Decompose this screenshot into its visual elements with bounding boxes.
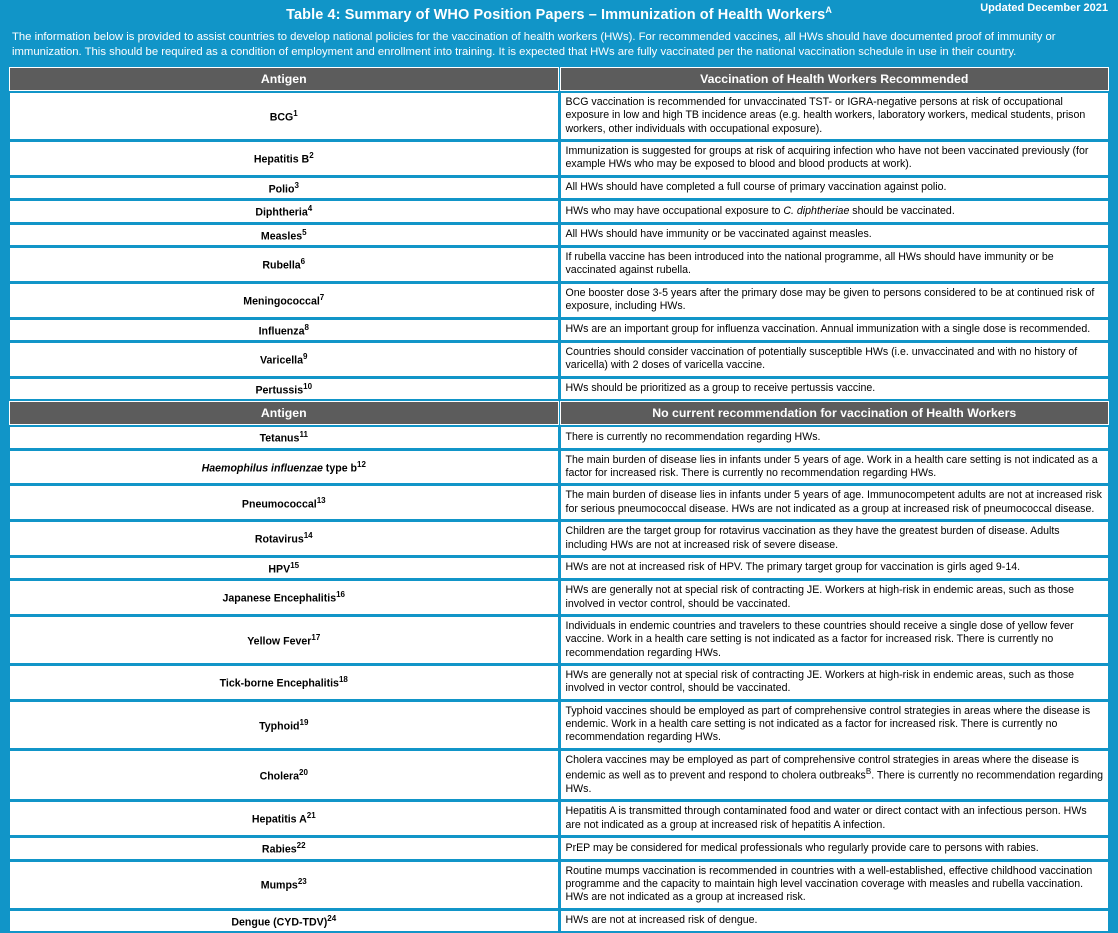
table-row [9, 616, 1109, 664]
antigen-label: Typhoid [259, 720, 300, 733]
recommendation-cell: Individuals in endemic countries and travelers to these countries should receive a single dose of yellow fever vaccine. Work in a health care setting is not indicated as a factor for increased risk. There is currently no recommendation regarding HWs. [560, 616, 1110, 664]
table-row [9, 701, 1109, 749]
antigen-label: Japanese Encephalitis [222, 592, 337, 605]
recommendation-cell: BCG vaccination is recommended for unvaccinated TST- or IGRA-negative persons at risk of occupational exposure in low and high TB incidence areas (e.g. health workers, laboratory workers, medical students, prison workers, other individuals with occupational exposure). [560, 92, 1110, 140]
antigen-cell [9, 521, 559, 556]
antigen-label: Pneumococcal [241, 498, 317, 511]
page-title-footnote-marker: A [825, 5, 832, 15]
antigen-label: BCG [269, 111, 294, 124]
table-row [9, 837, 1109, 860]
antigen-cell [9, 837, 559, 860]
recommendation-cell: Cholera vaccines may be employed as part of comprehensive control strategies in areas where the disease is endemic as well as to prevent and respond to cholera outbreaks$^B$. There is currently no recommendation regarding HWs. [560, 750, 1110, 801]
column-header-recommendation: Vaccination of Health Workers Recommended [560, 67, 1110, 91]
antigen-label: Yellow Fever [247, 635, 312, 648]
antigen-footnote-marker: 14 [303, 531, 313, 541]
recommendation-cell: HWs are an important group for influenza vaccination. Annual immunization with a single dose is recommended. [560, 319, 1110, 342]
table-row [9, 801, 1109, 836]
column-header-antigen: Antigen [9, 67, 559, 91]
antigen-label: Measles [260, 230, 303, 243]
antigen-label: Pertussis [255, 384, 304, 397]
recommendation-cell: HWs are generally not at special risk of contracting JE. Workers at high-risk in endemic areas, such as those involved in vector control, should be vaccinated. [560, 665, 1110, 700]
antigen-cell [9, 141, 559, 176]
table-row [9, 557, 1109, 580]
section-header-row [9, 67, 1109, 91]
updated-date: Updated December 2021 [980, 2, 1108, 14]
antigen-cell [9, 580, 559, 615]
table-row [9, 485, 1109, 520]
antigen-cell [9, 665, 559, 700]
antigen-cell [9, 910, 559, 933]
antigen-label: Hepatitis B [253, 153, 310, 166]
antigen-label: Tick-borne Encephalitis [219, 677, 339, 690]
table-row [9, 580, 1109, 615]
table-row [9, 378, 1109, 401]
antigen-label: Tetanus [259, 432, 300, 445]
table-row [9, 450, 1109, 485]
antigen-footnote-marker: 13 [316, 495, 326, 505]
table-row [9, 319, 1109, 342]
antigen-footnote-marker: 17 [311, 632, 321, 642]
table-row [9, 247, 1109, 282]
recommendation-cell: HWs who may have occupational exposure to C. diphtheriae should be vaccinated. [560, 200, 1110, 223]
antigen-footnote-marker: 19 [299, 717, 309, 727]
recommendation-cell: All HWs should have completed a full course of primary vaccination against polio. [560, 177, 1110, 200]
antigen-label: Cholera [259, 770, 300, 783]
antigen-footnote-marker: 11 [299, 430, 308, 440]
antigen-label: Dengue (CYD-TDV) [231, 916, 328, 929]
table-row [9, 665, 1109, 700]
antigen-label: Rubella [262, 259, 301, 272]
antigen-footnote-marker: 4 [307, 204, 313, 214]
recommendation-cell: Countries should consider vaccination of potentially susceptible HWs (i.e. unvaccinated and with no history of varicella) with 2 doses of varicella vaccine. [560, 342, 1110, 377]
antigen-cell [9, 861, 559, 909]
antigen-label: Rotavirus [254, 533, 304, 546]
document-header [8, 0, 1110, 26]
table-row [9, 426, 1109, 449]
page-title [8, 0, 1110, 23]
antigen-footnote-marker: 21 [306, 811, 316, 821]
table-row [9, 141, 1109, 176]
antigen-cell [9, 224, 559, 247]
recommendation-cell: Hepatitis A is transmitted through contaminated food and water or direct contact with an infectious person. HWs are not indicated as a group at increased risk of hepatitis A infection. [560, 801, 1110, 836]
column-header-recommendation: No current recommendation for vaccination of Health Workers [560, 401, 1110, 425]
who-position-papers-table [8, 66, 1110, 933]
antigen-footnote-marker: 15 [290, 560, 300, 570]
antigen-cell [9, 616, 559, 664]
antigen-label: Diphtheria [255, 206, 308, 219]
antigen-cell [9, 557, 559, 580]
antigen-footnote-marker: 20 [299, 767, 308, 777]
table-row [9, 521, 1109, 556]
antigen-label: Mumps [260, 879, 298, 892]
antigen-cell [9, 485, 559, 520]
antigen-cell: Haemophilus influenzae type $b^{12}$ [9, 450, 559, 485]
antigen-footnote-marker: 16 [336, 590, 346, 600]
recommendation-cell: All HWs should have immunity or be vaccinated against measles. [560, 224, 1110, 247]
recommendation-cell: HWs are not at increased risk of dengue. [560, 910, 1110, 933]
recommendation-cell: Typhoid vaccines should be employed as part of comprehensive control strategies in areas where the disease is endemic. Work in a health care setting is not indicated as a factor for increased risk. There is currently no recommendation regarding HWs. [560, 701, 1110, 749]
recommendation-cell: If rubella vaccine has been introduced into the national programme, all HWs should have immunity or be vaccinated against rubella. [560, 247, 1110, 282]
antigen-cell [9, 319, 559, 342]
antigen-cell [9, 801, 559, 836]
antigen-label: Varicella [260, 354, 304, 367]
antigen-footnote-marker: 6 [300, 257, 306, 267]
antigen-cell [9, 701, 559, 749]
antigen-cell [9, 750, 559, 801]
intro-paragraph: The information below is provided to assist countries to develop national policies for the vaccination of health workers (HWs). For recommended vaccines, all HWs should have documented proof of immunity or immunization. This should be required as a condition of employment and enrollment into training. It is expected that HWs are fully vaccinated per the national vaccination schedule in use in their country. [12, 31, 1056, 58]
antigen-footnote-marker: 1 [293, 108, 298, 118]
antigen-cell [9, 247, 559, 282]
recommendation-cell: The main burden of disease lies in infants under 5 years of age. Immunocompetent adults are not at increased risk for serious pneumococcal disease. HWs are not indicated as a group at increased risk of pneumococcal disease. [560, 485, 1110, 520]
antigen-cell [9, 426, 559, 449]
recommendation-cell: HWs are not at increased risk of HPV. The primary target group for vaccination is girls aged 9-14. [560, 557, 1110, 580]
recommendation-cell: HWs are generally not at special risk of contracting JE. Workers at high-risk in endemic areas, such as those involved in vector control, should be vaccinated. [560, 580, 1110, 615]
antigen-footnote-marker: 7 [319, 292, 325, 302]
antigen-label: HPV [268, 563, 291, 576]
table-row [9, 861, 1109, 909]
antigen-footnote-marker: 18 [338, 675, 348, 685]
antigen-label: Polio [268, 183, 295, 196]
antigen-cell [9, 378, 559, 401]
antigen-footnote-marker: 22 [296, 841, 306, 851]
recommendation-cell: HWs should be prioritized as a group to receive pertussis vaccine. [560, 378, 1110, 401]
column-header-antigen: Antigen [9, 401, 559, 425]
antigen-cell [9, 283, 559, 318]
table-row [9, 224, 1109, 247]
recommendation-cell: Immunization is suggested for groups at risk of acquiring infection who have not been vaccinated previously (for example HWs who may be exposed to blood and blood products at work). [560, 141, 1110, 176]
antigen-cell [9, 177, 559, 200]
antigen-footnote-marker: 9 [303, 352, 308, 362]
recommendation-cell: PrEP may be considered for medical professionals who regularly provide care to persons with rabies. [560, 837, 1110, 860]
antigen-label: Rabies [261, 843, 297, 856]
recommendation-cell: The main burden of disease lies in infants under 5 years of age. Work in a health care setting is not indicated as a factor for increased risk. There is currently no recommendation regarding HWs. [560, 450, 1110, 485]
table-row [9, 750, 1109, 801]
antigen-label: Influenza [258, 325, 305, 338]
recommendation-cell: Routine mumps vaccination is recommended in countries with a well-established, effective childhood vaccination programme and the capacity to maintain high level vaccination coverage with measles and rubella vaccination. HWs are not indicated as a group at increased risk. [560, 861, 1110, 909]
antigen-footnote-marker: 5 [302, 227, 307, 237]
section-header-row [9, 401, 1109, 425]
antigen-footnote-marker: 24 [327, 913, 337, 923]
table-row [9, 177, 1109, 200]
antigen-cell [9, 342, 559, 377]
table-row [9, 283, 1109, 318]
antigen-footnote-marker: 2 [309, 150, 314, 160]
page-title-text: Table 4: Summary of WHO Position Papers – Immunization of Health Workers [286, 6, 826, 23]
table-row [9, 342, 1109, 377]
antigen-footnote-marker: 23 [297, 877, 307, 887]
recommendation-cell: Children are the target group for rotavirus vaccination as they have the greatest burden of disease. Adults including HWs are not at increased risk of severe disease. [560, 521, 1110, 556]
antigen-footnote-marker: 3 [294, 180, 299, 190]
antigen-label: Meningococcal [243, 295, 320, 308]
recommendation-cell: There is currently no recommendation regarding HWs. [560, 426, 1110, 449]
table-row [9, 92, 1109, 140]
table-row [9, 200, 1109, 223]
recommendation-cell: One booster dose 3-5 years after the primary dose may be given to persons considered to be at continued risk of exposure, including HWs. [560, 283, 1110, 318]
antigen-cell [9, 200, 559, 223]
antigen-footnote-marker: 10 [303, 381, 313, 391]
table-row [9, 910, 1109, 933]
antigen-footnote-marker: 8 [304, 322, 309, 332]
antigen-cell [9, 92, 559, 140]
antigen-label: Hepatitis A [251, 813, 307, 826]
